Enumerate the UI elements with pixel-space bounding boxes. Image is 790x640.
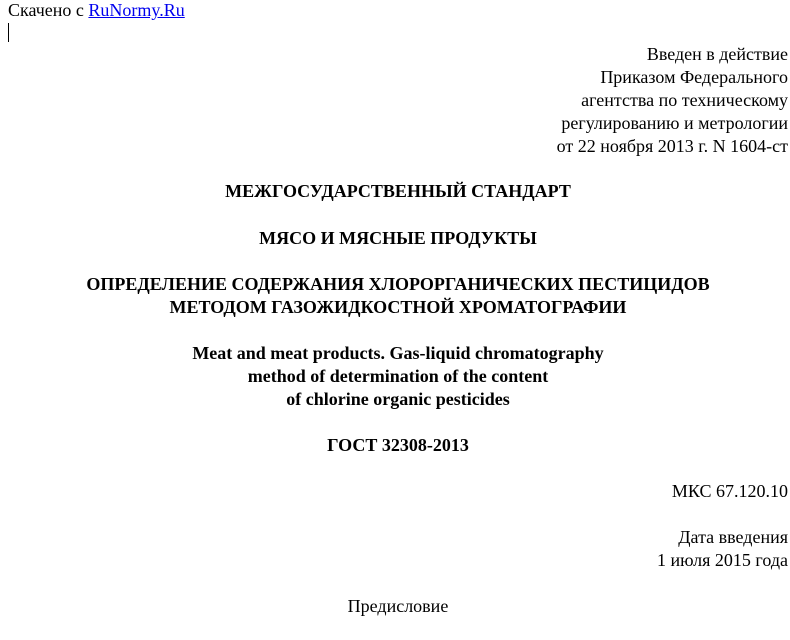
title-ru-line: ОПРЕДЕЛЕНИЕ СОДЕРЖАНИЯ ХЛОРОРГАНИЧЕСКИХ ПЕСТИЦИДОВ <box>86 274 710 294</box>
enactment-line: агентства по техническому <box>581 90 788 110</box>
enactment-line: регулированию и метрологии <box>561 113 788 133</box>
title-ru-line: МЕТОДОМ ГАЗОЖИДКОСТНОЙ ХРОМАТОГРАФИИ <box>169 297 627 317</box>
preface-heading: Предисловие <box>347 596 449 616</box>
title-en-line: of chlorine organic pesticides <box>286 389 510 409</box>
title-en-line: Meat and meat products. Gas-liquid chromatography <box>192 343 604 363</box>
gost-number: ГОСТ 32308-2013 <box>327 435 469 455</box>
gost-heading <box>0 434 790 457</box>
enactment-line: Приказом Федерального <box>600 67 788 87</box>
enactment-block <box>557 43 788 158</box>
source-prefix: Скачено с <box>8 0 89 20</box>
source-line <box>8 0 185 22</box>
standard-type-heading <box>0 180 790 203</box>
text-cursor <box>8 23 9 42</box>
effective-date-label: Дата введения <box>678 527 788 547</box>
title-ru-line: МЯСО И МЯСНЫЕ ПРОДУКТЫ <box>259 228 537 248</box>
title-ru-heading-1 <box>0 227 790 250</box>
effective-date-block <box>657 526 788 572</box>
standard-type: МЕЖГОСУДАРСТВЕННЫЙ СТАНДАРТ <box>225 181 571 201</box>
enactment-line: Введен в действие <box>646 44 788 64</box>
source-link[interactable]: RuNormy.Ru <box>88 0 185 20</box>
title-ru-heading-2 <box>0 273 790 319</box>
title-en-line: method of determination of the content <box>247 366 549 386</box>
title-en-heading <box>0 342 790 411</box>
enactment-line: от 22 ноября 2013 г. N 1604-ст <box>556 136 788 156</box>
mks-code: МКС 67.120.10 <box>671 481 788 501</box>
effective-date-value: 1 июля 2015 года <box>657 550 788 570</box>
